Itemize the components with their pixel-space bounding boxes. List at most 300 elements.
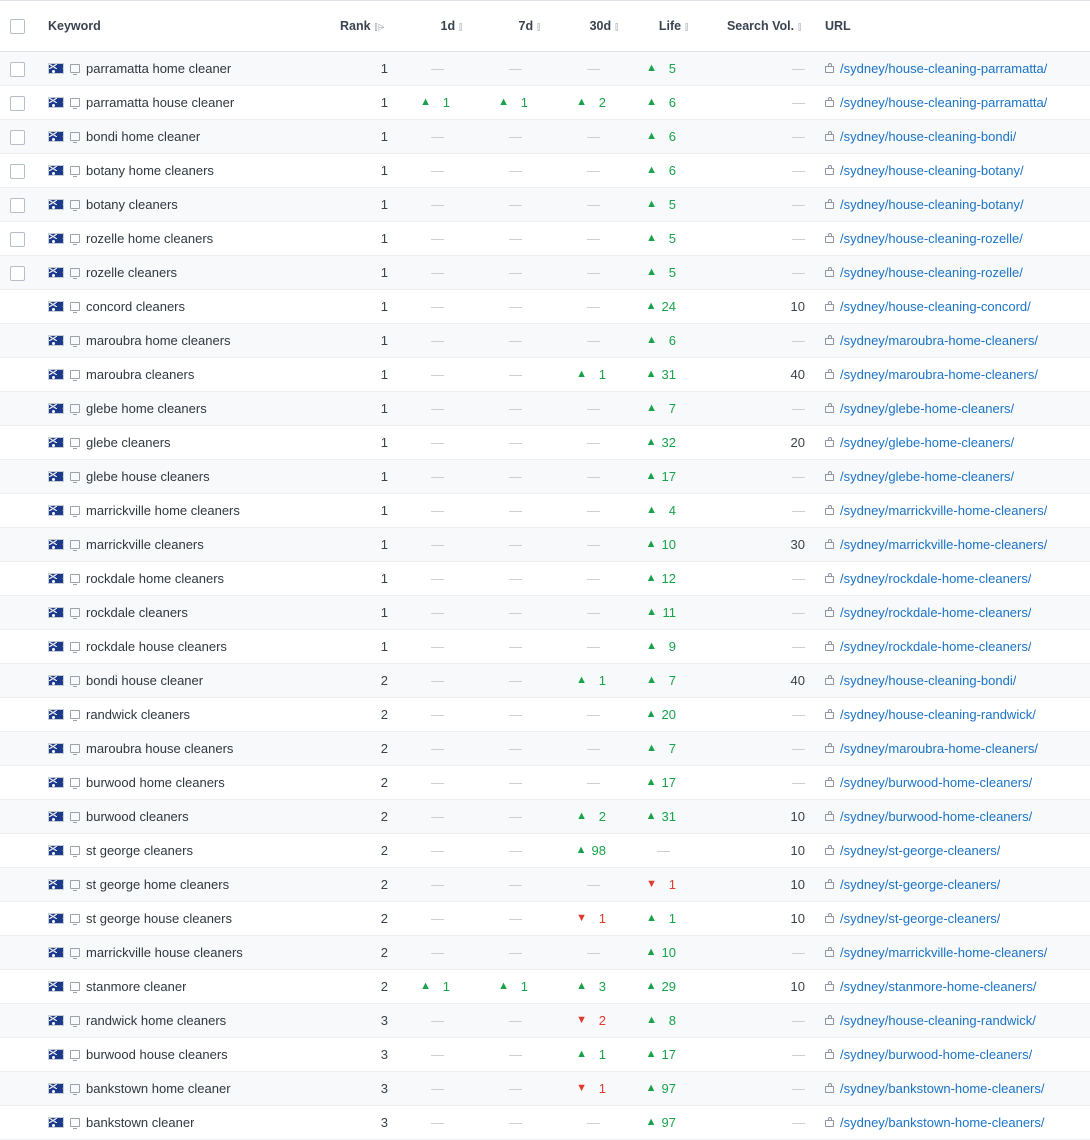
row-select-cell[interactable] — [0, 86, 38, 120]
url-link[interactable]: /sydney/house-cleaning-rozelle/ — [840, 231, 1023, 246]
delta-cell-life — [632, 52, 702, 86]
arrow-down-icon: ▼ — [576, 912, 587, 924]
search-volume-cell: 10 — [702, 970, 815, 1004]
delta-cell-d7 — [476, 1106, 554, 1140]
url-link[interactable]: /sydney/rockdale-home-cleaners/ — [840, 605, 1032, 620]
column-header-1d[interactable] — [398, 1, 476, 52]
table-row[interactable] — [0, 732, 1090, 766]
url-cell[interactable] — [815, 1038, 1090, 1072]
delta-cell-d30 — [554, 664, 632, 698]
url-link[interactable]: /sydney/maroubra-home-cleaners/ — [840, 741, 1038, 756]
no-change-dash: — — [431, 265, 444, 280]
row-select-cell[interactable] — [0, 902, 38, 936]
url-link[interactable]: /sydney/burwood-home-cleaners/ — [840, 809, 1033, 824]
column-header-30d[interactable] — [554, 1, 632, 52]
table-row[interactable] — [0, 154, 1090, 188]
table-row[interactable] — [0, 834, 1090, 868]
search-volume-cell — [702, 936, 815, 970]
url-link[interactable]: /sydney/marrickville-home-cleaners/ — [840, 503, 1048, 518]
row-select-cell[interactable] — [0, 630, 38, 664]
search-volume-cell — [702, 120, 815, 154]
rank-cell: 2 — [330, 868, 398, 902]
desktop-icon — [70, 132, 80, 141]
delta-cell-life — [632, 868, 702, 902]
search-volume-cell — [702, 1072, 815, 1106]
no-data-dash: — — [792, 945, 805, 960]
column-header-url[interactable] — [815, 1, 1090, 52]
arrow-up-icon: ▲ — [646, 96, 657, 108]
row-checkbox[interactable] — [10, 232, 25, 247]
table-row[interactable] — [0, 290, 1090, 324]
arrow-down-icon: ▼ — [646, 878, 657, 890]
keyword-cell — [38, 1038, 330, 1072]
url-cell[interactable] — [815, 630, 1090, 664]
delta-cell-d30 — [554, 256, 632, 290]
no-change-dash: — — [431, 1047, 444, 1062]
url-link[interactable]: /sydney/maroubra-home-cleaners/ — [840, 367, 1038, 382]
delta-cell-d1 — [398, 188, 476, 222]
url-cell[interactable] — [815, 52, 1090, 86]
table-row[interactable] — [0, 358, 1090, 392]
column-header-life[interactable] — [632, 1, 702, 52]
search-volume-cell — [702, 698, 815, 732]
flag-icon-au — [48, 1049, 64, 1060]
table-row[interactable] — [0, 222, 1090, 256]
no-change-dash: — — [431, 843, 444, 858]
delta-cell-d7 — [476, 188, 554, 222]
delta-value: 1 — [598, 911, 606, 926]
row-select-cell[interactable] — [0, 1072, 38, 1106]
delta-cell-d7 — [476, 732, 554, 766]
no-data-dash: — — [792, 605, 805, 620]
row-select-cell[interactable] — [0, 358, 38, 392]
url-cell[interactable] — [815, 970, 1090, 1004]
delta-cell-d1 — [398, 970, 476, 1004]
table-row[interactable] — [0, 86, 1090, 120]
flag-icon-au — [48, 879, 64, 890]
table-row[interactable] — [0, 460, 1090, 494]
url-link[interactable]: /sydney/house-cleaning-concord/ — [840, 299, 1031, 314]
table-row[interactable] — [0, 1106, 1090, 1140]
url-link[interactable]: /sydney/house-cleaning-randwick/ — [840, 1013, 1036, 1028]
url-cell[interactable] — [815, 494, 1090, 528]
flag-icon-au — [48, 335, 64, 346]
lock-icon — [825, 814, 834, 821]
rank-cell: 1 — [330, 290, 398, 324]
table-row[interactable] — [0, 630, 1090, 664]
url-link[interactable]: /sydney/house-cleaning-botany/ — [840, 197, 1024, 212]
no-change-dash: — — [509, 1013, 522, 1028]
desktop-icon — [70, 778, 80, 787]
delta-value: 12 — [661, 571, 676, 586]
url-link[interactable]: /sydney/maroubra-home-cleaners/ — [840, 333, 1038, 348]
url-cell[interactable] — [815, 800, 1090, 834]
flag-icon-au — [48, 1015, 64, 1026]
url-cell[interactable] — [815, 732, 1090, 766]
keyword-cell — [38, 562, 330, 596]
url-cell[interactable] — [815, 1106, 1090, 1140]
url-link[interactable]: /sydney/house-cleaning-parramatta/ — [840, 61, 1048, 76]
url-link[interactable]: /sydney/glebe-home-cleaners/ — [840, 469, 1015, 484]
keyword-cell — [38, 766, 330, 800]
url-link[interactable]: /sydney/glebe-home-cleaners/ — [840, 435, 1015, 450]
info-icon-search-volume[interactable]: ⫿ — [798, 22, 801, 32]
keyword-cell — [38, 460, 330, 494]
delta-cell-life — [632, 834, 702, 868]
desktop-icon — [70, 200, 80, 209]
arrow-up-icon: ▲ — [645, 1116, 657, 1128]
no-change-dash: — — [509, 231, 522, 246]
url-cell[interactable] — [815, 868, 1090, 902]
url-cell[interactable] — [815, 562, 1090, 596]
delta-cell-d1 — [398, 154, 476, 188]
row-checkbox[interactable] — [10, 266, 25, 281]
arrow-up-icon: ▲ — [646, 912, 657, 924]
url-link[interactable]: /sydney/marrickville-home-cleaners/ — [840, 945, 1048, 960]
no-change-dash: — — [431, 1115, 444, 1130]
arrow-up-icon: ▲ — [646, 164, 657, 176]
delta-cell-d7 — [476, 834, 554, 868]
flag-icon-au — [48, 777, 64, 788]
url-link[interactable]: /sydney/house-cleaning-randwick/ — [840, 707, 1036, 722]
url-link[interactable]: /sydney/glebe-home-cleaners/ — [840, 401, 1015, 416]
delta-value: 1 — [598, 1047, 606, 1062]
no-change-dash: — — [431, 1013, 444, 1028]
delta-cell-d1 — [398, 766, 476, 800]
desktop-icon — [70, 982, 80, 991]
delta-cell-d30 — [554, 460, 632, 494]
row-select-cell[interactable] — [0, 1106, 38, 1140]
no-data-dash: — — [792, 571, 805, 586]
url-cell[interactable] — [815, 596, 1090, 630]
keyword-cell — [38, 528, 330, 562]
delta-value: 5 — [668, 231, 676, 246]
delta-cell-d30 — [554, 222, 632, 256]
table-row[interactable] — [0, 392, 1090, 426]
no-data-dash: — — [792, 775, 805, 790]
delta-cell-d1 — [398, 1004, 476, 1038]
table-row[interactable] — [0, 256, 1090, 290]
row-select-cell[interactable] — [0, 392, 38, 426]
row-select-cell[interactable] — [0, 120, 38, 154]
row-select-cell[interactable] — [0, 936, 38, 970]
url-link[interactable]: /sydney/st-george-cleaners/ — [840, 911, 1001, 926]
row-select-cell[interactable] — [0, 1004, 38, 1038]
select-all-header — [0, 1, 38, 52]
delta-value: 1 — [520, 979, 528, 994]
no-change-dash: — — [587, 401, 600, 416]
url-link[interactable]: /sydney/rockdale-home-cleaners/ — [840, 639, 1032, 654]
url-link[interactable]: /sydney/marrickville-home-cleaners/ — [840, 537, 1048, 552]
url-link[interactable]: /sydney/house-cleaning-bondi/ — [840, 129, 1017, 144]
delta-cell-d30 — [554, 528, 632, 562]
url-cell[interactable] — [815, 698, 1090, 732]
url-cell[interactable] — [815, 528, 1090, 562]
keyword-cell — [38, 290, 330, 324]
table-row[interactable] — [0, 800, 1090, 834]
no-change-dash: — — [509, 333, 522, 348]
url-link[interactable]: /sydney/bankstown-home-cleaners/ — [840, 1081, 1045, 1096]
delta-cell-life — [632, 358, 702, 392]
delta-cell-d7 — [476, 358, 554, 392]
delta-cell-d7 — [476, 290, 554, 324]
no-change-dash: — — [509, 639, 522, 654]
delta-cell-d30 — [554, 358, 632, 392]
url-cell[interactable] — [815, 664, 1090, 698]
delta-cell-life — [632, 460, 702, 494]
info-icon-1d[interactable]: ⫿ — [459, 22, 462, 32]
delta-cell-d7 — [476, 392, 554, 426]
no-change-dash: — — [431, 707, 444, 722]
table-row[interactable] — [0, 562, 1090, 596]
url-link[interactable]: /sydney/st-george-cleaners/ — [840, 843, 1001, 858]
keyword-cell — [38, 494, 330, 528]
search-volume-cell: 10 — [702, 290, 815, 324]
no-change-dash: — — [587, 197, 600, 212]
column-header-7d[interactable] — [476, 1, 554, 52]
keyword-text: rockdale home cleaners — [86, 571, 225, 586]
flag-icon-au — [48, 709, 64, 720]
url-cell[interactable] — [815, 120, 1090, 154]
row-select-cell[interactable] — [0, 732, 38, 766]
lock-icon — [825, 1120, 834, 1127]
table-row[interactable] — [0, 868, 1090, 902]
table-row[interactable] — [0, 1038, 1090, 1072]
keyword-text: bankstown home cleaner — [86, 1081, 231, 1096]
url-cell[interactable] — [815, 256, 1090, 290]
delta-cell-d7 — [476, 970, 554, 1004]
url-link[interactable]: /sydney/house-cleaning-bondi/ — [840, 673, 1017, 688]
info-icon-7d[interactable]: ⫿ — [537, 22, 540, 32]
delta-cell-d30 — [554, 698, 632, 732]
lock-icon — [825, 1086, 834, 1093]
url-link[interactable]: /sydney/burwood-home-cleaners/ — [840, 775, 1033, 790]
row-select-cell[interactable] — [0, 52, 38, 86]
table-body — [0, 52, 1090, 1140]
row-select-cell[interactable] — [0, 834, 38, 868]
delta-cell-life — [632, 222, 702, 256]
delta-cell-d1 — [398, 732, 476, 766]
no-change-dash: — — [587, 741, 600, 756]
delta-cell-d7 — [476, 120, 554, 154]
keyword-text: marrickville home cleaners — [86, 503, 240, 518]
flag-icon-au — [48, 675, 64, 686]
table-row[interactable] — [0, 494, 1090, 528]
column-header-rank[interactable] — [330, 1, 398, 52]
keyword-text: marrickville house cleaners — [86, 945, 243, 960]
info-icon-life[interactable]: ⫿ — [685, 22, 688, 32]
row-select-cell[interactable] — [0, 868, 38, 902]
url-cell[interactable] — [815, 154, 1090, 188]
url-link[interactable]: /sydney/st-george-cleaners/ — [840, 877, 1001, 892]
delta-cell-life — [632, 256, 702, 290]
rank-cell: 2 — [330, 902, 398, 936]
no-change-dash: — — [509, 673, 522, 688]
delta-cell-d7 — [476, 154, 554, 188]
rank-cell: 1 — [330, 528, 398, 562]
sort-icon-rank[interactable]: ⫿⩥ — [374, 22, 385, 32]
no-change-dash: — — [587, 61, 600, 76]
delta-cell-d7 — [476, 324, 554, 358]
row-checkbox[interactable] — [10, 96, 25, 111]
delta-cell-d30 — [554, 1004, 632, 1038]
row-select-cell[interactable] — [0, 970, 38, 1004]
no-change-dash: — — [509, 503, 522, 518]
no-change-dash: — — [587, 129, 600, 144]
lock-icon — [825, 372, 834, 379]
search-volume-cell — [702, 596, 815, 630]
url-link[interactable]: /sydney/burwood-home-cleaners/ — [840, 1047, 1033, 1062]
delta-cell-d1 — [398, 834, 476, 868]
delta-value: 1 — [598, 367, 606, 382]
arrow-up-icon: ▲ — [646, 674, 657, 686]
url-cell[interactable] — [815, 86, 1090, 120]
arrow-up-icon: ▲ — [646, 334, 657, 346]
keyword-text: glebe house cleaners — [86, 469, 210, 484]
row-select-cell[interactable] — [0, 324, 38, 358]
delta-value: 1 — [520, 95, 528, 110]
row-checkbox[interactable] — [10, 130, 25, 145]
url-link[interactable]: /sydney/stanmore-home-cleaners/ — [840, 979, 1037, 994]
table-row[interactable] — [0, 1072, 1090, 1106]
delta-cell-life — [632, 732, 702, 766]
delta-value: 7 — [668, 401, 676, 416]
row-select-cell[interactable] — [0, 528, 38, 562]
arrow-up-icon: ▲ — [645, 776, 657, 788]
url-cell[interactable] — [815, 222, 1090, 256]
no-change-dash: — — [587, 639, 600, 654]
url-link[interactable]: /sydney/rockdale-home-cleaners/ — [840, 571, 1032, 586]
row-select-cell[interactable] — [0, 426, 38, 460]
row-select-cell[interactable] — [0, 562, 38, 596]
lock-icon — [825, 1052, 834, 1059]
url-link[interactable]: /sydney/house-cleaning-parramatta/ — [840, 95, 1048, 110]
table-row[interactable] — [0, 52, 1090, 86]
row-checkbox[interactable] — [10, 62, 25, 77]
url-cell[interactable] — [815, 1004, 1090, 1038]
flag-icon-au — [48, 505, 64, 516]
no-data-dash: — — [792, 129, 805, 144]
delta-value: 29 — [661, 979, 676, 994]
search-volume-cell — [702, 188, 815, 222]
row-select-cell[interactable] — [0, 222, 38, 256]
lock-icon — [825, 270, 834, 277]
table-row[interactable] — [0, 426, 1090, 460]
url-cell[interactable] — [815, 936, 1090, 970]
delta-cell-d7 — [476, 630, 554, 664]
column-header-search-volume[interactable] — [702, 1, 815, 52]
lock-icon — [825, 338, 834, 345]
delta-cell-d1 — [398, 256, 476, 290]
row-select-cell[interactable] — [0, 596, 38, 630]
no-change-dash: — — [431, 911, 444, 926]
no-data-dash: — — [792, 333, 805, 348]
no-change-dash: — — [509, 843, 522, 858]
delta-cell-d30 — [554, 800, 632, 834]
row-checkbox[interactable] — [10, 198, 25, 213]
delta-cell-d30 — [554, 120, 632, 154]
table-row[interactable] — [0, 766, 1090, 800]
search-volume-cell: 40 — [702, 664, 815, 698]
arrow-up-icon: ▲ — [645, 1048, 657, 1060]
table-row[interactable] — [0, 528, 1090, 562]
table-row[interactable] — [0, 970, 1090, 1004]
url-cell[interactable] — [815, 834, 1090, 868]
url-cell[interactable] — [815, 766, 1090, 800]
row-select-cell[interactable] — [0, 154, 38, 188]
url-cell[interactable] — [815, 1072, 1090, 1106]
table-row[interactable] — [0, 902, 1090, 936]
row-select-cell[interactable] — [0, 290, 38, 324]
url-cell[interactable] — [815, 426, 1090, 460]
table-row[interactable] — [0, 596, 1090, 630]
column-header-keyword[interactable] — [38, 1, 330, 52]
rank-cell: 1 — [330, 630, 398, 664]
row-checkbox[interactable] — [10, 164, 25, 179]
arrow-up-icon: ▲ — [645, 300, 657, 312]
row-select-cell[interactable] — [0, 766, 38, 800]
column-label-search-volume: Search Vol. — [726, 19, 795, 33]
row-select-cell[interactable] — [0, 494, 38, 528]
delta-cell-d1 — [398, 358, 476, 392]
flag-icon-au — [48, 1117, 64, 1128]
no-change-dash: — — [431, 537, 444, 552]
search-volume-cell: 40 — [702, 358, 815, 392]
delta-cell-d30 — [554, 426, 632, 460]
table-row[interactable] — [0, 936, 1090, 970]
url-cell[interactable] — [815, 324, 1090, 358]
select-all-checkbox[interactable] — [10, 19, 25, 34]
table-row[interactable] — [0, 324, 1090, 358]
url-cell[interactable] — [815, 188, 1090, 222]
delta-cell-d7 — [476, 426, 554, 460]
row-select-cell[interactable] — [0, 460, 38, 494]
url-cell[interactable] — [815, 460, 1090, 494]
rank-cell: 2 — [330, 664, 398, 698]
no-change-dash: — — [509, 1047, 522, 1062]
desktop-icon — [70, 710, 80, 719]
row-select-cell[interactable] — [0, 256, 38, 290]
keyword-cell — [38, 698, 330, 732]
url-cell[interactable] — [815, 358, 1090, 392]
table-row[interactable] — [0, 664, 1090, 698]
keyword-text: bondi home cleaner — [86, 129, 201, 144]
row-select-cell[interactable] — [0, 664, 38, 698]
row-select-cell[interactable] — [0, 188, 38, 222]
table-row[interactable] — [0, 188, 1090, 222]
url-link[interactable]: /sydney/house-cleaning-rozelle/ — [840, 265, 1023, 280]
url-cell[interactable] — [815, 902, 1090, 936]
table-row[interactable] — [0, 120, 1090, 154]
delta-cell-life — [632, 528, 702, 562]
row-select-cell[interactable] — [0, 1038, 38, 1072]
row-select-cell[interactable] — [0, 800, 38, 834]
delta-value: 97 — [661, 1115, 676, 1130]
delta-cell-d1 — [398, 426, 476, 460]
table-row[interactable] — [0, 1004, 1090, 1038]
table-row[interactable] — [0, 698, 1090, 732]
url-link[interactable]: /sydney/bankstown-home-cleaners/ — [840, 1115, 1045, 1130]
url-link[interactable]: /sydney/house-cleaning-botany/ — [840, 163, 1024, 178]
info-icon-30d[interactable]: ⫿ — [615, 22, 618, 32]
url-cell[interactable] — [815, 290, 1090, 324]
keyword-cell — [38, 358, 330, 392]
row-select-cell[interactable] — [0, 698, 38, 732]
flag-icon-au — [48, 811, 64, 822]
delta-cell-d30 — [554, 1038, 632, 1072]
url-cell[interactable] — [815, 392, 1090, 426]
delta-cell-d30 — [554, 392, 632, 426]
